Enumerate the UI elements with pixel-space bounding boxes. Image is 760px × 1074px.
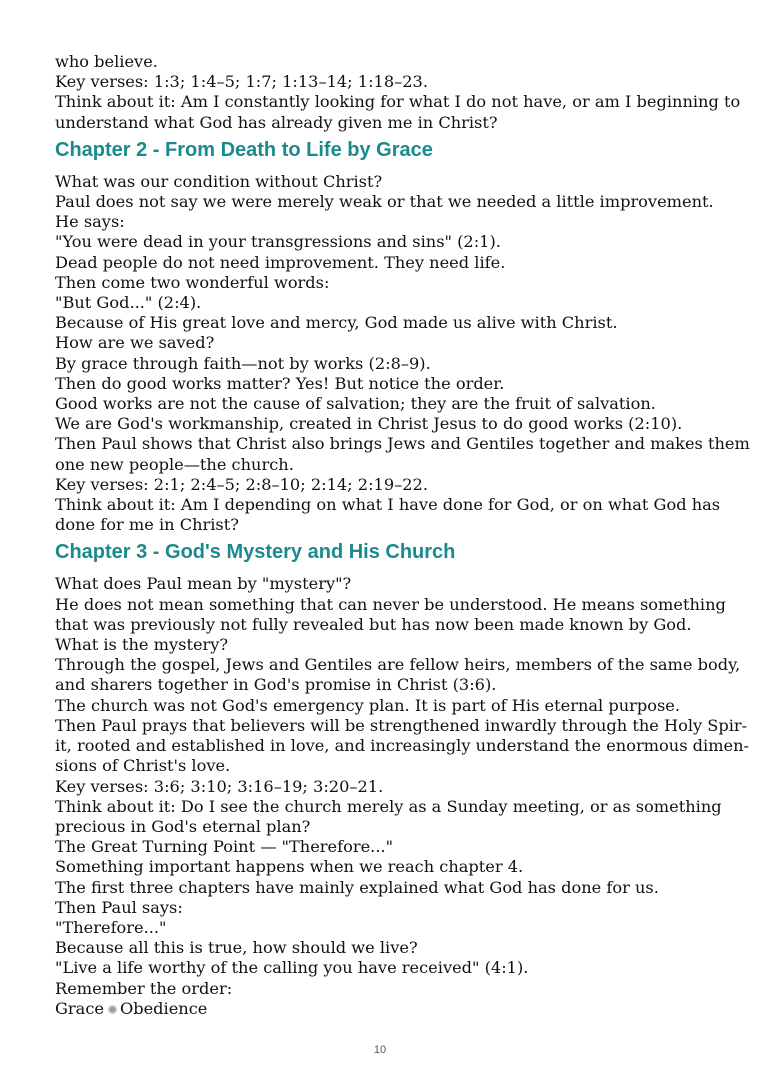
text-line: Then Paul shows that Christ also brings Jews and Gentiles together and makes them bbox=[55, 434, 750, 454]
text-line: What is the mystery? bbox=[55, 635, 229, 655]
text-line: What does Paul mean by "mystery"? bbox=[55, 574, 352, 594]
obedience-text: Obedience bbox=[119, 998, 208, 1018]
text-line: Through the gospel, Jews and Gentiles are fellow heirs, members of the same body, bbox=[55, 655, 741, 675]
text-line: Dead people do not need improvement. They need life. bbox=[55, 252, 506, 272]
text-line: Think about it: Am I depending on what I have done for God, or on what God has bbox=[55, 495, 721, 515]
key-verses-line: Key verses: 2:1; 2:4–5; 2:8–10; 2:14; 2:19–22. bbox=[55, 474, 428, 494]
grace-text: Grace bbox=[55, 998, 104, 1018]
chapter-3-heading: Chapter 3 - God's Mystery and His Church bbox=[55, 541, 456, 564]
text-line: Then Paul says: bbox=[55, 897, 183, 917]
text-line: He says: bbox=[55, 212, 125, 232]
text-line: sions of Christ's love. bbox=[55, 756, 231, 776]
page-number: 10 bbox=[373, 1044, 387, 1056]
text-line: Remember the order: bbox=[55, 978, 233, 998]
text-line: Then Paul prays that believers will be strengthened inwardly through the Holy Spir- bbox=[55, 715, 748, 735]
text-line: and sharers together in God's promise in Christ (3:6). bbox=[55, 675, 497, 695]
quote-line: "Therefore..." bbox=[55, 917, 167, 937]
chapter-2-heading: Chapter 2 - From Death to Life by Grace bbox=[55, 138, 433, 161]
text-line: He does not mean something that can never be understood. He means something bbox=[55, 594, 726, 614]
text-line: who believe. bbox=[55, 52, 158, 71]
text-line: precious in God's eternal plan? bbox=[55, 816, 311, 836]
text-line: We are God's workmanship, created in Christ Jesus to do good works (2:10). bbox=[55, 414, 683, 434]
quote-line: "But God..." (2:4). bbox=[55, 293, 202, 313]
text-line: The first three chapters have mainly explained what God has done for us. bbox=[55, 877, 659, 897]
text-line: How are we saved? bbox=[55, 333, 215, 353]
text-line: Think about it: Do I see the church merely as a Sunday meeting, or as something bbox=[55, 796, 722, 816]
chapter-2-body bbox=[55, 171, 750, 536]
text-line: Because of His great love and mercy, God made us alive with Christ. bbox=[55, 313, 618, 333]
text-line: Something important happens when we reach chapter 4. bbox=[55, 857, 524, 877]
key-verses-line: Key verses: 3:6; 3:10; 3:16–19; 3:20–21. bbox=[55, 776, 384, 796]
text-line: Think about it: Am I constantly looking for what I do not have, or am I beginning to bbox=[55, 92, 741, 112]
key-verses-line: Key verses: 1:3; 1:4–5; 1:7; 1:13–14; 1:18–23. bbox=[55, 72, 428, 92]
text-line: done for me in Christ? bbox=[55, 515, 239, 535]
text-line: understand what God has already given me in Christ? bbox=[55, 112, 498, 132]
chapter-3-body bbox=[55, 574, 750, 1018]
page-content bbox=[55, 52, 750, 1019]
text-line: By grace through faith—not by works (2:8–9). bbox=[55, 353, 431, 373]
quote-line: "Live a life worthy of the calling you have received" (4:1). bbox=[55, 958, 529, 978]
text-line: The church was not God's emergency plan. It is part of His eternal purpose. bbox=[55, 695, 681, 715]
section-title-line: The Great Turning Point — "Therefore..." bbox=[55, 837, 394, 857]
text-line: Then come two wonderful words: bbox=[55, 272, 330, 292]
text-line: that was previously not fully revealed but has now been made known by God. bbox=[55, 614, 692, 634]
text-line: Paul does not say we were merely weak or that we needed a little improvement. bbox=[55, 192, 714, 212]
quote-line: "You were dead in your transgressions and sins" (2:1). bbox=[55, 232, 501, 252]
text-line: it, rooted and established in love, and increasingly understand the enormous dimen- bbox=[55, 736, 750, 756]
grace-obedience-line bbox=[55, 999, 725, 1019]
text-line: Because all this is true, how should we live? bbox=[55, 938, 418, 958]
text-line: Good works are not the cause of salvation; they are the fruit of salvation. bbox=[55, 394, 656, 414]
text-line: What was our condition without Christ? bbox=[55, 171, 383, 191]
text-line: Then do good works matter? Yes! But notice the order. bbox=[55, 373, 505, 393]
bullet-icon bbox=[108, 1005, 117, 1014]
intro-section bbox=[55, 52, 741, 133]
text-line: one new people—the church. bbox=[55, 454, 294, 474]
